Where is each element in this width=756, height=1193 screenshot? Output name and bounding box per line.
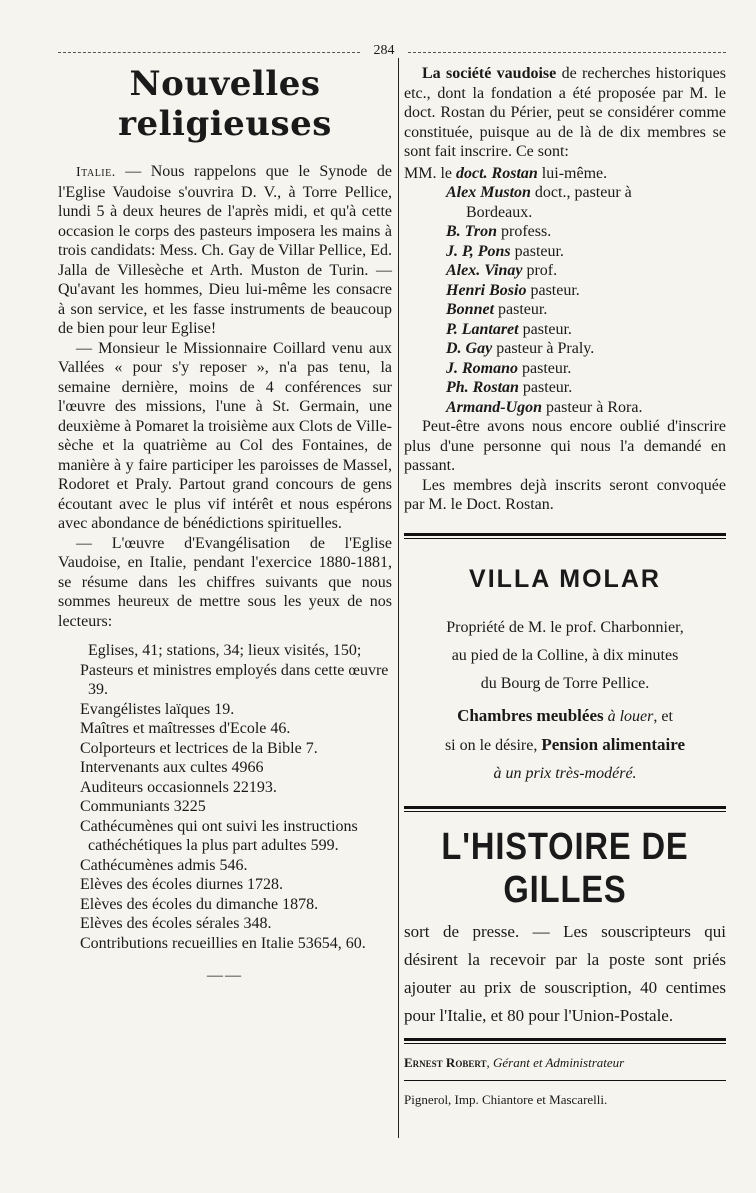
list-item: Elèves des écoles du dimanche 1878. — [80, 895, 319, 913]
member-name: J. Romano — [446, 359, 519, 377]
member-role: profess. — [496, 223, 552, 240]
imprimeur-line: Pignerol, Imp. Chiantore et Mascarelli. — [404, 1091, 608, 1107]
column-divider — [398, 58, 399, 1138]
list-item: Auditeurs occasionnels 22193. — [80, 778, 277, 796]
member-name: J. P, Pons — [446, 242, 511, 260]
villa-line-4-end: , et — [653, 707, 673, 725]
member-name: Alex Muston — [446, 184, 531, 201]
page-number: 284 — [373, 43, 395, 58]
member-role: pasteur. — [518, 379, 573, 396]
histoire-ad-title: L'HISTOIRE DE GILLES — [441, 825, 689, 911]
list-item: Cathécumènes qui ont suivi les instructions cathéchétiques la plus part adultes 599. — [80, 817, 358, 854]
list-item — [404, 378, 726, 398]
member-name: Armand-Ugon — [446, 398, 543, 416]
list-item — [404, 203, 726, 223]
gerant-role: , Gérant et Administrateur — [486, 1054, 625, 1070]
villa-line-4 — [404, 702, 726, 731]
members-list — [404, 164, 726, 418]
list-item — [404, 281, 726, 301]
right-column — [404, 64, 726, 1109]
oubli-paragraph: Peut-être avons nous encore oublié d'inscrire plus d'une personne qui nous l'a demandé en passant. — [404, 418, 726, 474]
member-role: prof. — [522, 262, 558, 279]
villa-line-5-start: si on le désire, — [444, 736, 542, 754]
villa-line-6 — [404, 760, 726, 788]
member-role: pasteur. — [526, 281, 580, 299]
list-item: Intervenants aux cultes 4966 — [80, 759, 264, 776]
member-role: Bordeaux. — [466, 203, 533, 221]
villa-line-2: au pied de la Colline, à dix minutes — [451, 646, 679, 664]
villa-louer: à louer — [603, 707, 654, 725]
list-item: Communiants 3225 — [80, 798, 206, 815]
society-paragraph — [404, 64, 726, 162]
histoire-text: sort de presse. — Les souscripteurs qui désirent la recevoir par la poste sont priés ajouter au prix de souscription, 40 centimes pour l'Italie, et 80 pour l'Union-Postale. — [404, 921, 726, 1025]
member-name: B. Tron — [446, 223, 497, 240]
villa-chambres: Chambres meublées — [457, 705, 604, 725]
list-item — [404, 300, 726, 320]
end-mark: —— — [207, 967, 243, 984]
list-item: Eglises, 41; stations, 34; lieux visités, 150; — [88, 642, 362, 659]
list-item — [404, 339, 726, 359]
list-item: Elèves des écoles sérales 348. — [80, 915, 272, 932]
header-rule-left — [58, 52, 360, 53]
list-item: Colporteurs et lectrices de la Bible 7. — [80, 739, 318, 757]
section-divider — [404, 806, 726, 812]
villa-pension: Pension alimentaire — [541, 734, 686, 754]
list-item: Evangélistes laïques 19. — [80, 700, 235, 718]
member-role: doct., pasteur à — [530, 184, 632, 201]
list-item — [404, 242, 726, 262]
society-lead: La société vaudoise — [422, 65, 557, 82]
mm-prefix: MM. le — [404, 164, 456, 182]
member-name: Ph. Rostan — [446, 379, 519, 396]
list-item: Maîtres et maîtresses d'Ecole 46. — [80, 720, 291, 737]
member-role: pasteur. — [518, 320, 572, 338]
synode-paragraph — [58, 162, 392, 339]
list-item: Contributions recueillies en Italie 53654, 60. — [80, 934, 366, 952]
list-item — [404, 261, 726, 281]
member-name: doct. Rostan — [456, 164, 538, 182]
list-item — [404, 398, 726, 418]
evangelisation-paragraph: — L'œuvre d'Evangélisation de l'Eglise Vaudoise, en Italie, pendant l'exercice 1880-1881, se résume dans les chiffres suivants que nous sommes heureux de mettre sous les yeux de nos lecteurs: — [58, 534, 392, 630]
villa-line-5 — [404, 731, 726, 760]
synode-text: — Nous rappelons que le Synode de l'Eglise Vaudoise s'ouvrira D. V., à Torre Pellice, lundi 5 à deux heures de l'après midi, et qu'à cette occasion le corps des pasteurs imposera les mains à trois candidats: Mess. Ch. Gay de Villar Pellice, Ed. Jalla de Villesèche et Arth. Muston de Turin. — Qu'avant les hommes, Dieu lui-même les consacre à son service, et les fasse instruments de beaucoup de bien pour leur Eglise! — [58, 163, 392, 337]
list-item — [404, 183, 726, 203]
member-name: Alex. Vinay — [446, 262, 523, 279]
member-name: D. Gay — [446, 340, 493, 357]
member-role: pasteur. — [494, 301, 548, 318]
gerant-name: Ernest Robert — [404, 1054, 487, 1070]
member-name: Henri Bosio — [446, 281, 527, 299]
list-item — [404, 164, 726, 184]
italie-lead: Italie. — [76, 165, 116, 180]
footer-divider — [404, 1080, 726, 1081]
society-text: de recherches historiques etc., dont la fondation a été proposée par M. le doct. Rostan du Périer, peut se considérer comme constituée, puisque au de là de dix membres se sont fait inscrire. Ce sont: — [404, 65, 727, 160]
header-rule-right — [408, 52, 726, 53]
villa-prix: à un prix très-modéré. — [493, 764, 637, 782]
member-name: P. Lantaret — [446, 320, 519, 338]
left-column — [58, 64, 392, 985]
member-role: pasteur à Rora. — [542, 398, 643, 416]
gerant-line — [404, 1054, 726, 1072]
coillard-paragraph: — Monsieur le Missionnaire Coillard venu aux Vallées « pour s'y reposer », n'a pas tenu, la semaine dernière, moins de 4 conférences sur l'œuvre des missions, l'une à St. Germain, une deuxième à Pomaret la troisième aux Clots de Ville-sèche et la quatrième au Col des Fontaines, de manière à y faire participer les paroisses de Massel, Rodoret et Praly. Partout grand concours de gens écoutant avec le plus vif intérêt et nous espérons avec abondance de bénédictions spirituelles. — [58, 339, 392, 532]
list-item: Cathécumènes admis 546. — [80, 856, 248, 874]
member-role: pasteur. — [510, 242, 564, 260]
member-role: pasteur à Praly. — [492, 340, 595, 357]
villa-line-1: Propriété de M. le prof. Charbonnier, — [446, 618, 684, 636]
statistics-list — [58, 641, 392, 953]
list-item — [404, 222, 726, 242]
member-name: Bonnet — [446, 301, 495, 318]
section-divider — [404, 533, 726, 539]
section-divider — [404, 1038, 726, 1044]
list-item — [404, 320, 726, 340]
convocation-paragraph: Les membres dejà inscrits seront convoquée par M. le Doct. Rostan. — [404, 476, 726, 513]
villa-ad-title: VILLA MOLAR — [469, 564, 661, 593]
list-item — [404, 359, 726, 379]
member-role: lui-même. — [537, 164, 608, 182]
list-item: Pasteurs et ministres employés dans cette œuvre 39. — [80, 661, 389, 698]
list-item: Elèves des écoles diurnes 1728. — [80, 876, 284, 893]
section-title: Nouvelles religieuses — [118, 64, 332, 144]
member-role: pasteur. — [518, 359, 572, 377]
villa-line-3: du Bourg de Torre Pellice. — [480, 674, 650, 692]
